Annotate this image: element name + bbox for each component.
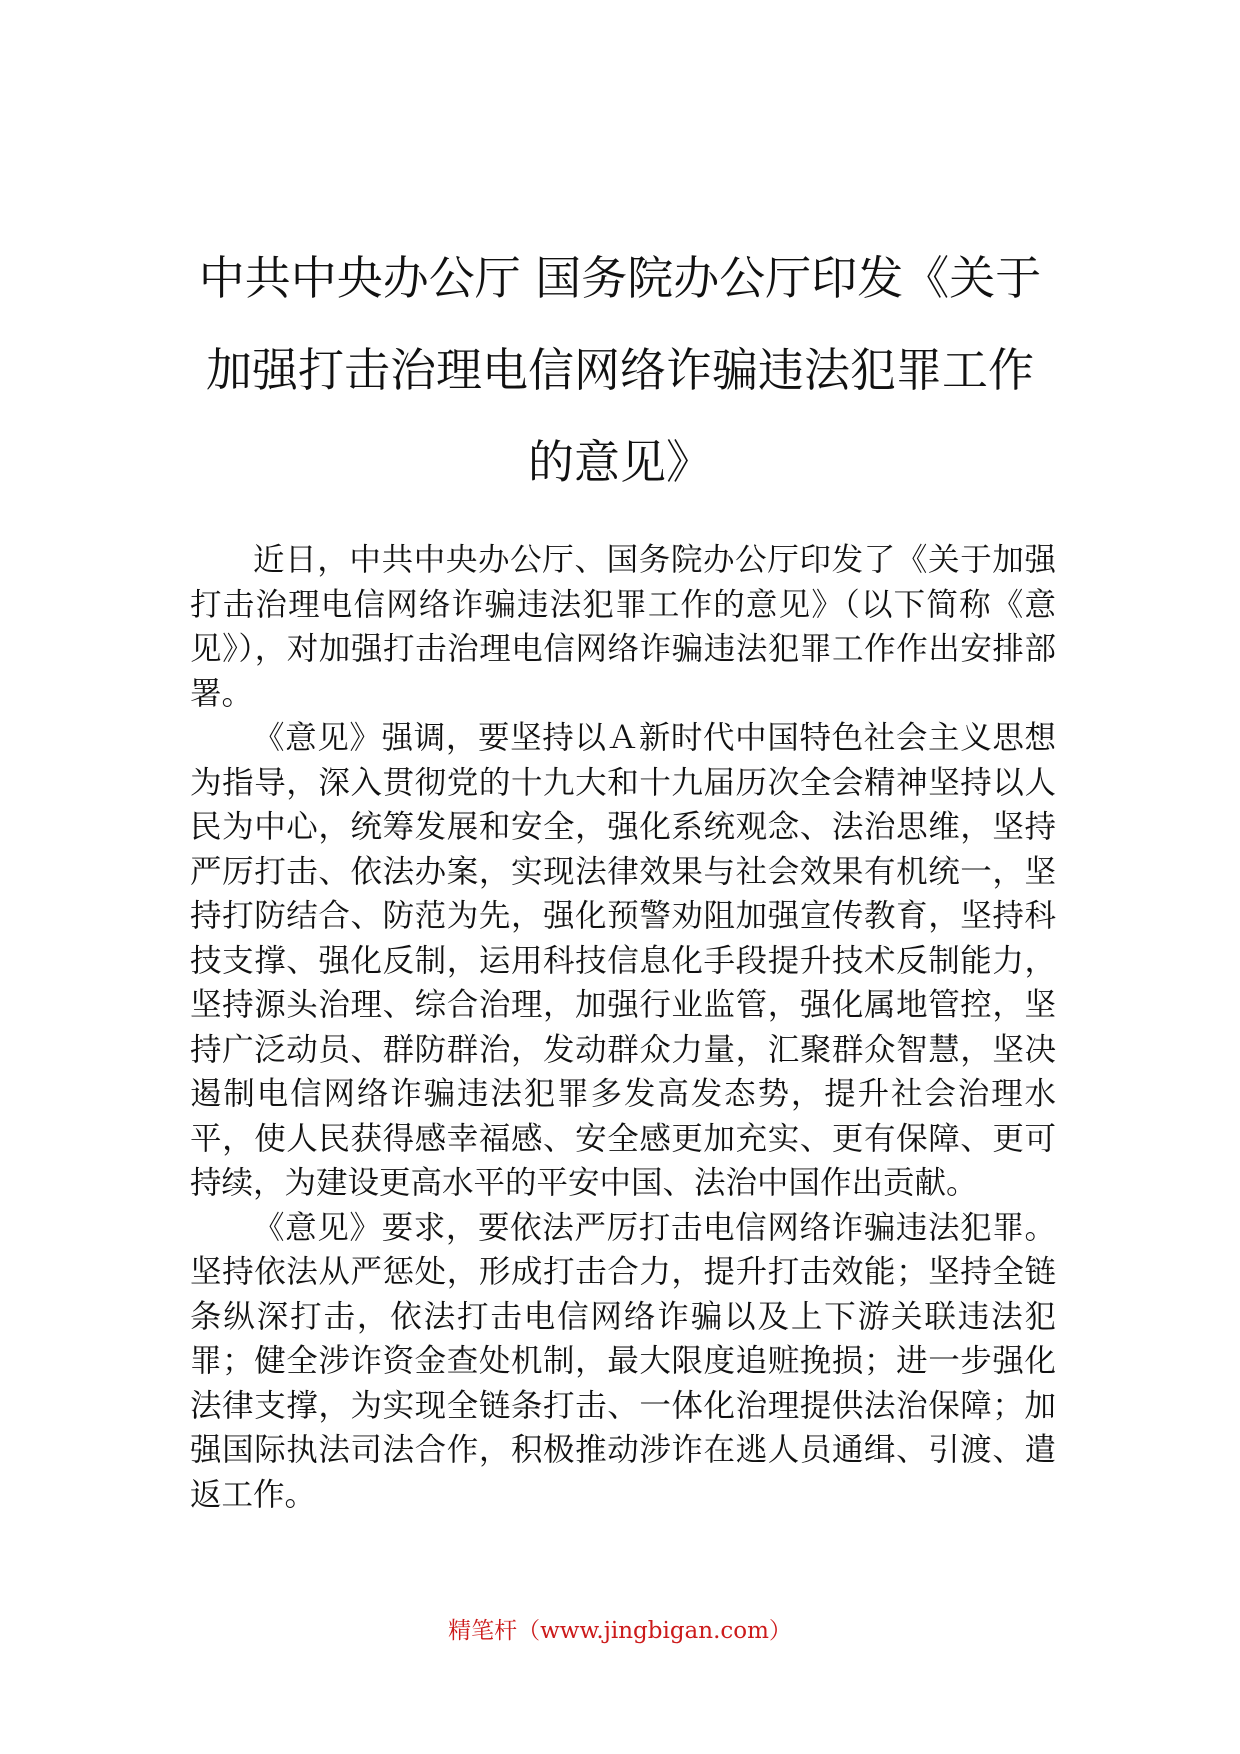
title-line-3: 的意见》: [528, 435, 712, 489]
paragraph-2: 《意见》强调，要坚持以Ａ新时代中国特色社会主义思想为指导，深入贯彻党的十九大和十九届历次全会精神坚持以人民为中心，统筹发展和安全，强化系统观念、法治思维，坚持严厉打击、依法办案，实现法律效果与社会效果有机统一，坚持打防结合、防范为先，强化预警劝阻加强宣传教育，坚持科技支撑、强化反制，运用科技信息化手段提升技术反制能力，坚持源头治理、综合治理，加强行业监管，强化属地管控，坚持广泛动员、群防群治，发动群众力量，汇聚群众智慧，坚决遏制电信网络诈骗违法犯罪多发高发态势，提升社会治理水平，使人民获得感幸福感、安全感更加充实、更有保障、更可持续，为建设更高水平的平安中国、法治中国作出贡献。: [190, 720, 1056, 1201]
document-body: [190, 538, 1056, 1517]
title-line-2: 加强打击治理电信网络诈骗违法犯罪工作: [206, 343, 1034, 397]
paragraph-3: 《意见》要求，要依法严厉打击电信网络诈骗违法犯罪。坚持依法从严惩处，形成打击合力，提升打击效能；坚持全链条纵深打击，依法打击电信网络诈骗以及上下游关联违法犯罪；健全涉诈资金查处机制，最大限度追赃挽损；进一步强化法律支撑，为实现全链条打击、一体化治理提供法治保障；加强国际执法司法合作，积极推动涉诈在逃人员通缉、引渡、遣返工作。: [190, 1209, 1056, 1513]
paragraph-1: 近日，中共中央办公厅、国务院办公厅印发了《关于加强打击治理电信网络诈骗违法犯罪工作的意见》（以下简称《意见》），对加强打击治理电信网络诈骗违法犯罪工作作出安排部署。: [190, 542, 1056, 712]
title-line-1: 中共中央办公厅 国务院办公厅印发《关于: [198, 251, 1042, 305]
footer-watermark: 精笔杆（www.jingbigan.com）: [448, 1618, 792, 1644]
document-title: [160, 232, 1080, 508]
